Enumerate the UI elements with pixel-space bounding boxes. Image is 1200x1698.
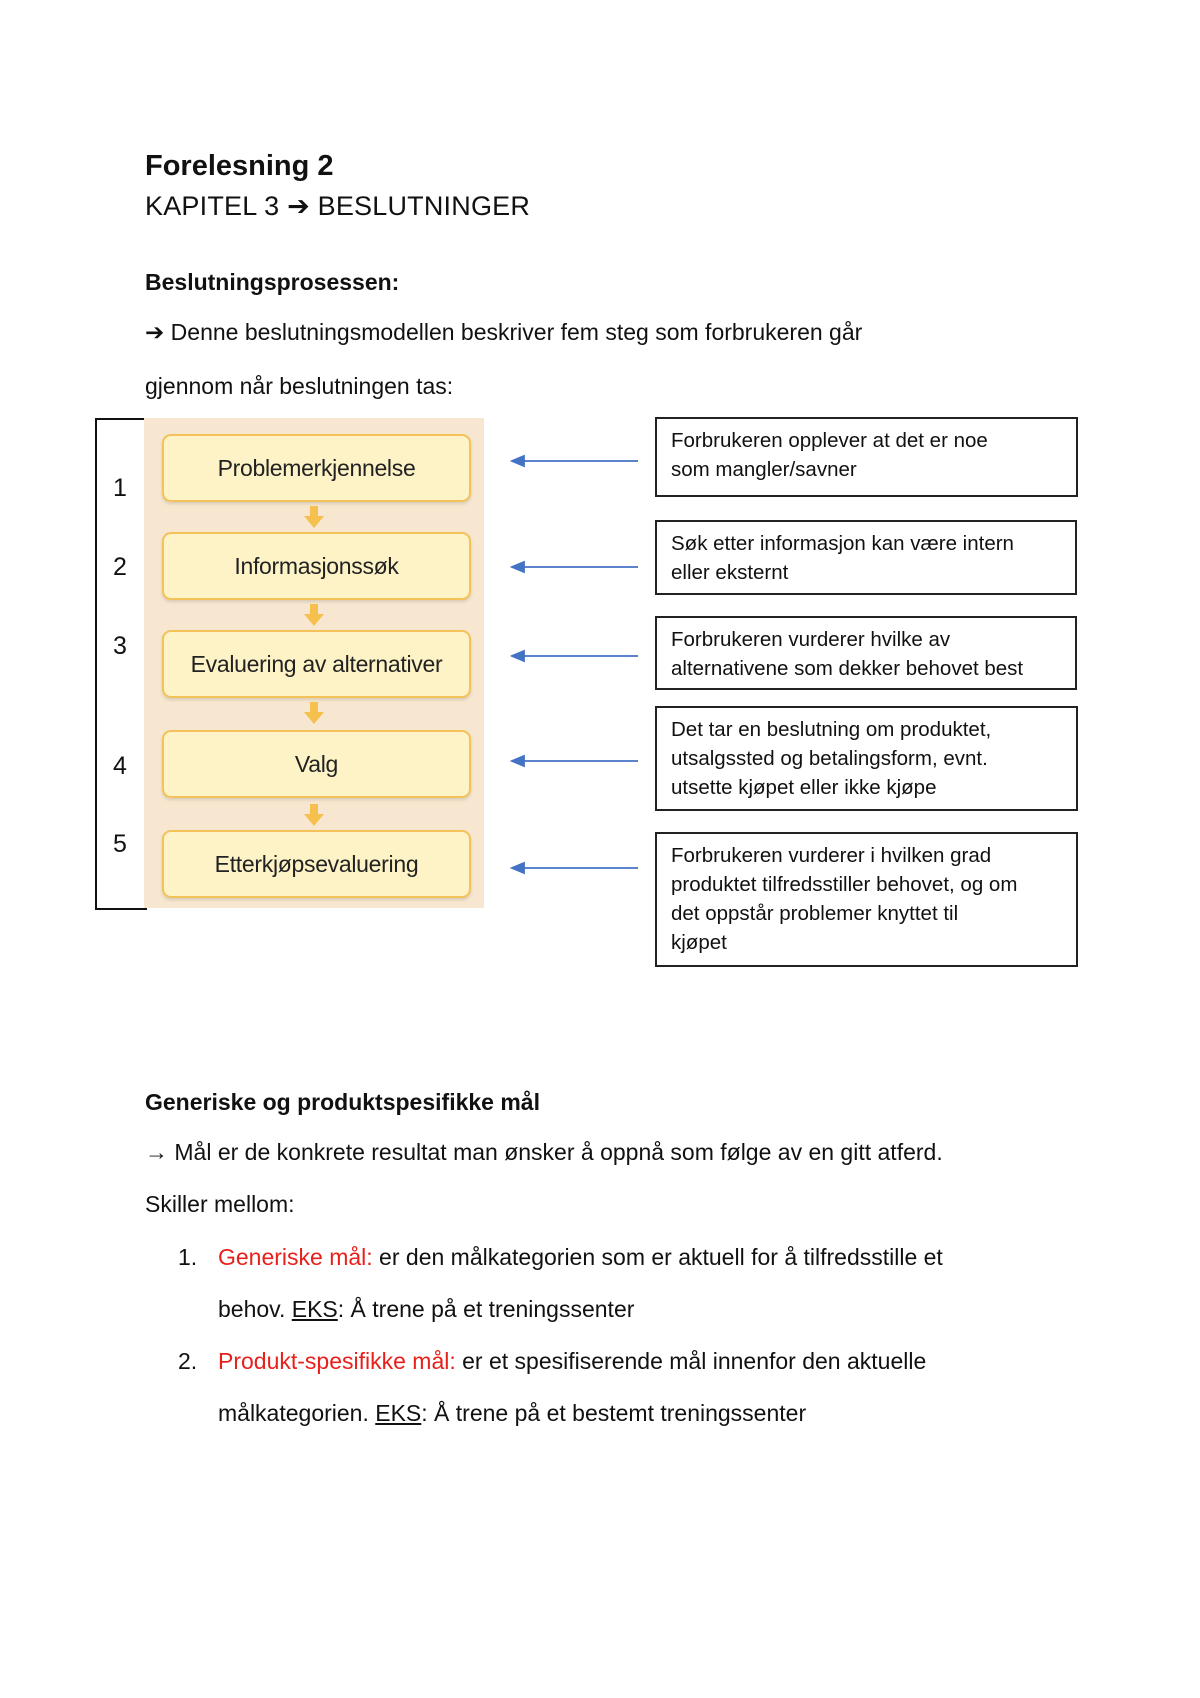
step-number-column [95,418,147,910]
intro-line-1 [145,318,862,346]
chapter-topic: BESLUTNINGER [317,191,531,221]
description-line: utsalgssted og betalingsform, evnt. [671,747,988,770]
step-evaluation-alternatives: Evaluering av alternativer [162,630,471,698]
intro-text-1: Denne beslutningsmodellen beskriver fem steg som forbrukeren går [170,319,863,345]
description-line: det oppstår problemer knyttet til [671,902,959,925]
down-arrow-icon [304,604,324,626]
term-generic-goals: Generiske mål: [218,1244,373,1270]
chapter-label: KAPITEL 3 [145,191,280,221]
process-diagram [144,418,484,908]
description-line: Forbrukeren opplever at det er noe [671,429,988,452]
section-heading-decision-process: Beslutningsprosessen: [145,269,400,295]
list-item-generic-goals-line1 [218,1243,943,1271]
list-item-product-goals-line2 [218,1399,806,1427]
goals-definition-text: Mål er de konkrete resultat man ønsker å oppnå som følge av en gitt atferd. [174,1139,943,1165]
step-number: 2 [113,553,127,581]
list-item-generic-goals-line2 [218,1295,634,1323]
section-heading-goals: Generiske og produktspesifikke mål [145,1089,540,1115]
list-item-text: : Å trene på et bestemt treningssenter [421,1400,807,1426]
arrow-head-icon [512,756,524,766]
intro-line-2: gjennom når beslutningen tas: [145,373,454,399]
list-item-text: målkategorien. [218,1400,376,1426]
title-text: Forelesning 2 [145,150,334,182]
right-arrow-icon: ➔ [287,191,310,221]
term-product-goals: Produkt-spesifikke mål: [218,1348,456,1374]
step-information-search: Informasjonssøk [162,532,471,600]
distinguish-label: Skiller mellom: [145,1191,295,1217]
description-line: Forbrukeren vurderer hvilke av [671,628,951,651]
down-arrow-icon [304,804,324,826]
right-arrow-icon: ➔ [145,319,165,345]
description-line: som mangler/savner [671,458,857,481]
step-number: 4 [113,752,127,780]
example-label: EKS [375,1400,422,1426]
step-number: 1 [113,474,127,502]
description-line: produktet tilfredsstiller behovet, og om [671,873,1018,896]
description-box-4 [655,706,1078,811]
step-number: 3 [113,632,127,660]
page-title [145,148,334,184]
chapter-heading [145,188,530,224]
connector-arrows [510,418,650,908]
description-line: alternativene som dekker behovet best [671,657,1024,680]
step-number: 5 [113,830,127,858]
step-choice: Valg [162,730,471,798]
down-arrow-icon [304,702,324,724]
description-line: Det tar en beslutning om produktet, [671,718,992,741]
right-arrow-icon: → [145,1139,168,1165]
description-box-1 [655,417,1078,497]
arrow-head-icon [512,456,524,466]
description-box-2 [655,520,1077,595]
description-line: utsette kjøpet eller ikke kjøpe [671,776,937,799]
example-label: EKS [291,1296,338,1322]
arrow-head-icon [512,651,524,661]
description-box-5 [655,832,1078,967]
list-item-text: behov. [218,1296,292,1322]
list-item-text: er den målkategorien som er aktuell for å tilfredsstille et [372,1244,943,1270]
arrow-head-icon [512,562,524,572]
down-arrow-icon [304,506,324,528]
description-line: Søk etter informasjon kan være intern [671,532,1014,555]
list-item-product-goals-line1 [218,1347,926,1375]
list-item-text: : Å trene på et treningssenter [337,1296,635,1322]
list-item-text: er et spesifiserende mål innenfor den aktuelle [455,1348,927,1374]
arrow-head-icon [512,863,524,873]
description-box-3 [655,616,1077,690]
list-number: 1. [178,1244,198,1270]
description-line: Forbrukeren vurderer i hvilken grad [671,844,992,867]
goals-definition [145,1138,943,1166]
description-line: kjøpet [671,931,727,954]
list-number: 2. [178,1348,198,1374]
description-line: eller eksternt [671,561,789,584]
step-problem-recognition: Problemerkjennelse [162,434,471,502]
step-post-purchase-evaluation: Etterkjøpsevaluering [162,830,471,898]
